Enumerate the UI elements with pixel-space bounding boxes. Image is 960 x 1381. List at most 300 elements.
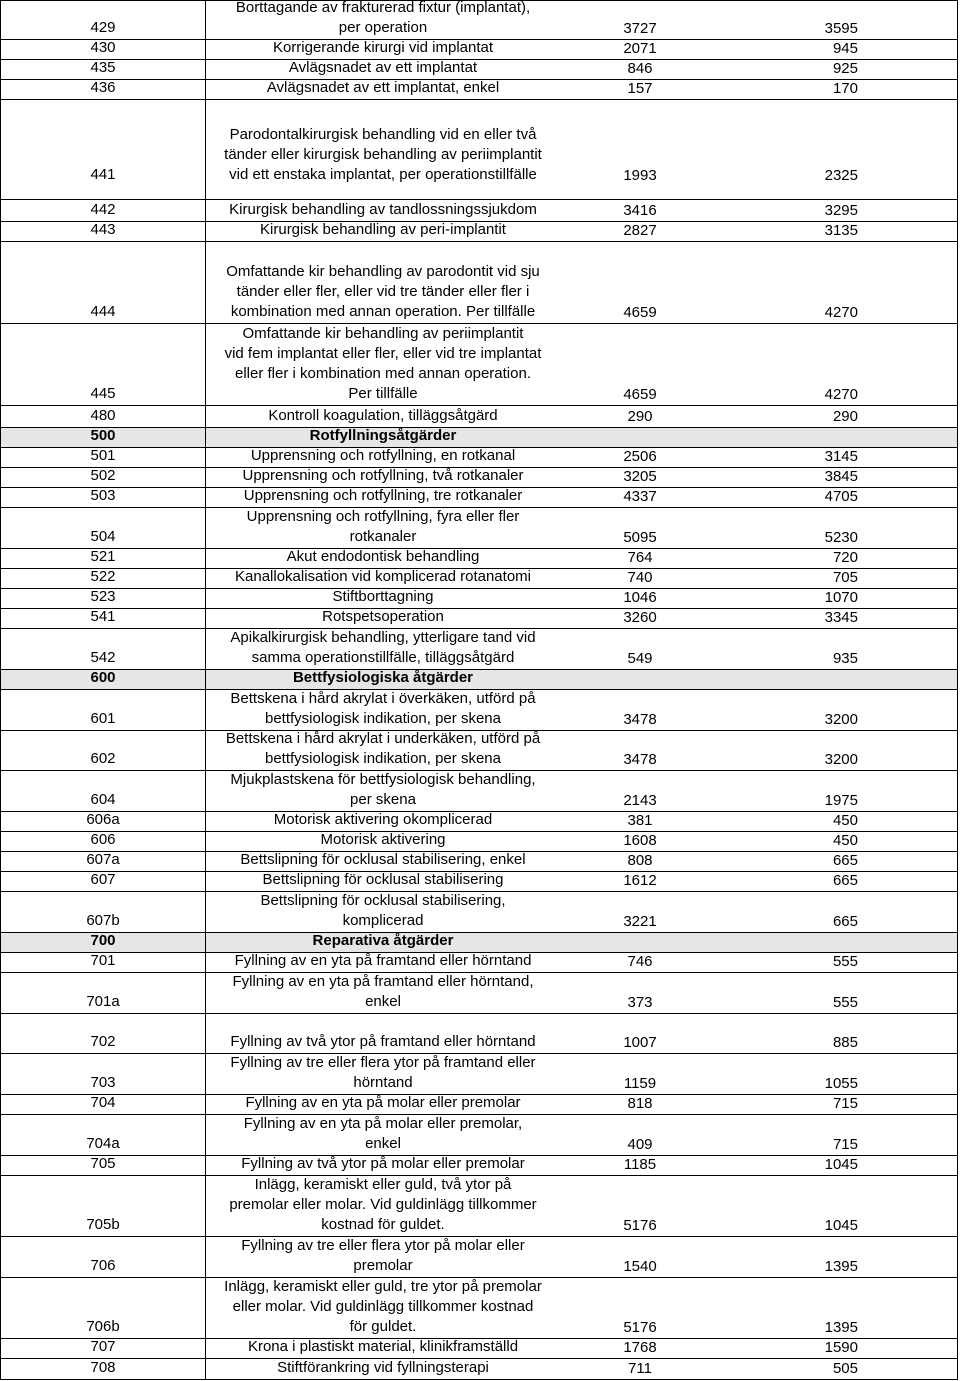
price-value-1-cell-text: 4337: [623, 488, 657, 505]
price-value-1-cell-text: 157: [627, 80, 653, 97]
price-value-2-cell-text: 3135: [824, 222, 858, 239]
price-value-1-cell: [560, 973, 720, 1013]
treatment-code-cell-text: 701a: [86, 993, 120, 1010]
price-value-1-cell-text: 3416: [623, 202, 657, 219]
price-value-2-cell: [720, 406, 958, 427]
treatment-description-cell: [206, 324, 560, 405]
section-header-row: [0, 428, 958, 448]
price-value-1-cell-text: 740: [627, 569, 653, 586]
treatment-description-cell-text: Stiftförankring vid fyllningsterapi: [277, 1359, 489, 1376]
price-value-2-cell-text: 4705: [824, 488, 858, 505]
treatment-description-cell: [206, 933, 560, 952]
treatment-code-cell: [0, 629, 206, 669]
price-value-2-cell-text: 3200: [824, 751, 858, 768]
treatment-description-cell-text: Kontroll koagulation, tilläggsåtgärd: [268, 407, 498, 424]
price-value-2-cell-text: 1055: [824, 1075, 858, 1092]
treatment-description-cell-text: Fyllning av en yta på framtand eller hörntand: [234, 952, 532, 969]
price-value-2-cell-text: 935: [832, 650, 858, 667]
price-value-1-cell: [560, 242, 720, 323]
price-value-2-cell-text: 4270: [824, 386, 858, 403]
treatment-description-cell: [206, 832, 560, 851]
price-value-1-cell: [560, 468, 720, 487]
treatment-description-cell: [206, 428, 560, 447]
treatment-description-cell: [206, 80, 560, 99]
treatment-code-cell-text: 701: [90, 952, 116, 969]
treatment-description-cell-text: Avlägsnadet av ett implantat: [288, 59, 478, 76]
price-value-1-cell: [560, 771, 720, 811]
price-value-1-cell-text: 2506: [623, 448, 657, 465]
treatment-description-cell-text: Motorisk aktivering okomplicerad: [273, 811, 493, 828]
treatment-code-cell-text: 441: [90, 166, 116, 183]
price-value-1-cell: [560, 406, 720, 427]
price-value-1-cell: [560, 690, 720, 730]
treatment-description-cell-text: Omfattande kir behandling av periimplantit vid fem implantat eller fler, eller vid tre implantat eller fler i kombination med annan operation. Per tillfälle: [224, 325, 542, 402]
price-value-2-cell-text: 885: [832, 1034, 858, 1051]
treatment-description-cell: [206, 953, 560, 972]
table-row: [0, 731, 958, 771]
price-value-2-cell-text: 705: [832, 569, 858, 586]
table-row: [0, 953, 958, 973]
treatment-code-cell: [0, 832, 206, 851]
treatment-code-cell-text: 600: [90, 669, 116, 686]
price-value-2-cell: [720, 200, 958, 221]
price-value-2-cell: [720, 1095, 958, 1114]
treatment-description-cell-text: Bettskena i hård akrylat i underkäken, utförd på bettfysiologisk indikation, per skena: [225, 730, 541, 767]
price-value-1-cell: [560, 1014, 720, 1053]
price-value-1-cell: [560, 448, 720, 467]
treatment-description-cell-text: Bettfysiologiska åtgärder: [292, 669, 474, 686]
treatment-description-cell: [206, 670, 560, 689]
treatment-description-cell-text: Borttagande av frakturerad fixtur (implantat), per operation: [235, 0, 531, 36]
treatment-description-cell-text: Upprensning och rotfyllning, två rotkanaler: [242, 467, 524, 484]
treatment-description-cell-text: Reparativa åtgärder: [312, 932, 454, 949]
price-value-2-cell-text: 1045: [824, 1156, 858, 1173]
treatment-description-cell-text: Akut endodontisk behandling: [286, 548, 480, 565]
price-value-2-cell: [720, 508, 958, 548]
price-value-2-cell-text: 1070: [824, 589, 858, 606]
price-value-1-cell: [560, 324, 720, 405]
price-value-1-cell: [560, 812, 720, 831]
price-value-2-cell: [720, 324, 958, 405]
price-value-1-cell: [560, 1095, 720, 1114]
price-value-1-cell-text: 549: [627, 650, 653, 667]
treatment-code-cell: [0, 1278, 206, 1338]
price-value-2-cell: [720, 242, 958, 323]
price-value-2-cell: [720, 771, 958, 811]
table-row: [0, 468, 958, 488]
treatment-code-cell-text: 435: [90, 59, 116, 76]
price-value-1-cell: [560, 1115, 720, 1155]
table-row: [0, 508, 958, 549]
treatment-code-cell-text: 445: [90, 385, 116, 402]
price-value-2-cell-text: 505: [832, 1360, 858, 1377]
table-row: [0, 0, 958, 40]
treatment-code-cell-text: 521: [90, 548, 116, 565]
price-value-1-cell-text: 2071: [623, 40, 657, 57]
treatment-code-cell: [0, 1014, 206, 1053]
price-value-1-cell-text: 2827: [623, 222, 657, 239]
price-value-2-cell-text: 1045: [824, 1217, 858, 1234]
price-value-1-cell-text: 381: [627, 812, 653, 829]
price-value-1-cell-text: 290: [627, 408, 653, 425]
treatment-description-cell-text: Fyllning av tre eller flera ytor på molar eller premolar: [241, 1237, 525, 1274]
table-row: [0, 973, 958, 1014]
price-value-1-cell: [560, 40, 720, 59]
price-value-2-cell: [720, 670, 958, 689]
price-value-2-cell: [720, 1014, 958, 1053]
treatment-code-cell-text: 606: [90, 831, 116, 848]
treatment-code-cell-text: 607a: [86, 851, 120, 868]
price-value-1-cell: [560, 832, 720, 851]
treatment-description-cell: [206, 1156, 560, 1175]
treatment-description-cell: [206, 892, 560, 932]
treatment-description-cell: [206, 629, 560, 669]
price-value-1-cell: [560, 892, 720, 932]
price-value-2-cell-text: 3145: [824, 448, 858, 465]
table-row: [0, 60, 958, 80]
treatment-code-cell-text: 607b: [86, 912, 120, 929]
table-row: [0, 1176, 958, 1237]
price-value-1-cell: [560, 1237, 720, 1277]
treatment-code-cell: [0, 771, 206, 811]
treatment-description-cell: [206, 242, 560, 323]
treatment-code-cell: [0, 100, 206, 199]
price-value-1-cell-text: 4659: [623, 386, 657, 403]
price-value-2-cell: [720, 812, 958, 831]
treatment-description-cell-text: Stiftborttagning: [332, 588, 434, 605]
price-value-2-cell-text: 1975: [824, 792, 858, 809]
price-value-2-cell-text: 450: [832, 832, 858, 849]
treatment-code-cell: [0, 468, 206, 487]
price-value-1-cell-text: 1612: [623, 872, 657, 889]
treatment-code-cell-text: 480: [90, 407, 116, 424]
price-value-2-cell-text: 665: [832, 852, 858, 869]
price-value-1-cell: [560, 1054, 720, 1094]
price-value-2-cell: [720, 629, 958, 669]
price-value-1-cell-text: 746: [627, 953, 653, 970]
price-value-2-cell: [720, 1, 958, 39]
treatment-description-cell: [206, 1014, 560, 1053]
price-value-2-cell: [720, 1054, 958, 1094]
price-value-2-cell-text: 555: [832, 953, 858, 970]
price-value-2-cell: [720, 1339, 958, 1358]
price-value-2-cell: [720, 60, 958, 79]
price-value-1-cell: [560, 200, 720, 221]
price-value-1-cell-text: 1007: [623, 1034, 657, 1051]
price-value-2-cell: [720, 953, 958, 972]
price-value-1-cell-text: 3727: [623, 20, 657, 37]
price-value-2-cell-text: 1395: [824, 1319, 858, 1336]
treatment-description-cell-text: Rotfyllningsåtgärder: [309, 427, 457, 444]
price-value-2-cell-text: 555: [832, 994, 858, 1011]
table-row: [0, 690, 958, 731]
treatment-code-cell: [0, 670, 206, 689]
table-row: [0, 1339, 958, 1359]
treatment-description-cell: [206, 973, 560, 1013]
table-row: [0, 1115, 958, 1156]
price-value-1-cell: [560, 100, 720, 199]
treatment-description-cell-text: Fyllning av tre eller flera ytor på framtand eller hörntand: [230, 1054, 536, 1091]
table-row: [0, 1237, 958, 1278]
treatment-description-cell-text: Fyllning av en yta på molar eller premolar, enkel: [243, 1115, 523, 1152]
table-row: [0, 1014, 958, 1054]
price-value-1-cell: [560, 670, 720, 689]
price-value-1-cell-text: 5176: [623, 1217, 657, 1234]
treatment-description-cell: [206, 468, 560, 487]
treatment-code-cell-text: 501: [90, 447, 116, 464]
treatment-code-cell: [0, 508, 206, 548]
price-value-1-cell: [560, 1, 720, 39]
price-value-2-cell-text: 4270: [824, 304, 858, 321]
table-row: [0, 200, 958, 222]
price-value-2-cell-text: 715: [832, 1095, 858, 1112]
price-value-2-cell: [720, 1115, 958, 1155]
price-value-1-cell-text: 1540: [623, 1258, 657, 1275]
table-row: [0, 488, 958, 508]
treatment-code-cell-text: 522: [90, 568, 116, 585]
treatment-description-cell: [206, 609, 560, 628]
price-value-1-cell: [560, 629, 720, 669]
treatment-description-cell: [206, 508, 560, 548]
price-value-2-cell: [720, 222, 958, 241]
treatment-code-cell-text: 707: [90, 1338, 116, 1355]
treatment-code-cell: [0, 609, 206, 628]
treatment-code-cell: [0, 549, 206, 568]
price-value-1-cell: [560, 731, 720, 770]
treatment-description-cell: [206, 406, 560, 427]
price-value-2-cell-text: 665: [832, 913, 858, 930]
treatment-code-cell: [0, 60, 206, 79]
treatment-description-cell-text: Bettslipning för ocklusal stabilisering, enkel: [240, 851, 526, 868]
treatment-description-cell: [206, 448, 560, 467]
treatment-code-cell: [0, 1095, 206, 1114]
price-value-2-cell-text: 3295: [824, 202, 858, 219]
price-value-1-cell-text: 3478: [623, 711, 657, 728]
price-value-1-cell-text: 2143: [623, 792, 657, 809]
price-value-2-cell: [720, 852, 958, 871]
treatment-code-cell: [0, 1156, 206, 1175]
treatment-code-cell: [0, 973, 206, 1013]
price-value-2-cell: [720, 40, 958, 59]
treatment-code-cell: [0, 324, 206, 405]
price-value-1-cell-text: 1768: [623, 1339, 657, 1356]
price-value-1-cell-text: 5095: [623, 529, 657, 546]
table-row: [0, 1278, 958, 1339]
treatment-description-cell: [206, 589, 560, 608]
price-value-1-cell: [560, 872, 720, 891]
table-row: [0, 1095, 958, 1115]
treatment-code-cell: [0, 933, 206, 952]
price-value-2-cell-text: 665: [832, 872, 858, 889]
price-value-2-cell-text: 715: [832, 1136, 858, 1153]
price-value-1-cell-text: 5176: [623, 1319, 657, 1336]
treatment-code-cell-text: 708: [90, 1359, 116, 1376]
price-value-2-cell-text: 3845: [824, 468, 858, 485]
treatment-description-cell: [206, 1176, 560, 1236]
price-value-2-cell: [720, 100, 958, 199]
price-value-1-cell: [560, 589, 720, 608]
section-header-row: [0, 933, 958, 953]
table-row: [0, 589, 958, 609]
treatment-description-cell: [206, 690, 560, 730]
treatment-code-cell: [0, 200, 206, 221]
treatment-description-cell: [206, 1095, 560, 1114]
treatment-description-cell-text: Krona i plastiskt material, klinikframställd: [247, 1338, 519, 1355]
price-value-1-cell: [560, 1359, 720, 1379]
price-value-1-cell-text: 764: [627, 549, 653, 566]
price-value-2-cell: [720, 569, 958, 588]
treatment-description-cell: [206, 1278, 560, 1338]
treatment-code-cell: [0, 892, 206, 932]
treatment-code-cell: [0, 448, 206, 467]
price-value-1-cell: [560, 569, 720, 588]
treatment-code-cell: [0, 428, 206, 447]
treatment-description-cell: [206, 771, 560, 811]
price-value-2-cell: [720, 690, 958, 730]
table-row: [0, 629, 958, 670]
treatment-description-cell-text: Kirurgisk behandling av peri-implantit: [260, 221, 506, 238]
price-value-2-cell-text: 450: [832, 812, 858, 829]
treatment-code-cell-text: 500: [90, 427, 116, 444]
treatment-description-cell: [206, 1339, 560, 1358]
price-value-2-cell: [720, 448, 958, 467]
treatment-description-cell-text: Avlägsnadet av ett implantat, enkel: [266, 79, 500, 96]
price-value-2-cell: [720, 933, 958, 952]
price-value-2-cell: [720, 1359, 958, 1379]
treatment-description-cell-text: Kanallokalisation vid komplicerad rotanatomi: [235, 568, 531, 585]
price-value-1-cell-text: 3478: [623, 751, 657, 768]
treatment-description-cell-text: Apikalkirurgisk behandling, ytterligare tand vid samma operationstillfälle, tilläggsåtgärd: [230, 629, 536, 666]
table-row: [0, 771, 958, 812]
treatment-code-cell-text: 604: [90, 791, 116, 808]
treatment-code-cell-text: 704a: [86, 1135, 120, 1152]
treatment-code-cell-text: 703: [90, 1074, 116, 1091]
section-header-row: [0, 670, 958, 690]
price-value-2-cell: [720, 549, 958, 568]
treatment-code-cell: [0, 488, 206, 507]
table-row: [0, 892, 958, 933]
price-value-1-cell-text: 808: [627, 852, 653, 869]
treatment-code-cell: [0, 690, 206, 730]
treatment-description-cell-text: Motorisk aktivering: [320, 831, 446, 848]
treatment-description-cell-text: Omfattande kir behandling av parodontit vid sju tänder eller fler, eller vid tre tänder eller fler i kombination med annan operation. Per tillfälle: [226, 263, 540, 320]
price-value-2-cell: [720, 609, 958, 628]
treatment-code-cell-text: 442: [90, 201, 116, 218]
treatment-code-cell-text: 607: [90, 871, 116, 888]
price-value-2-cell-text: 290: [832, 408, 858, 425]
price-value-1-cell: [560, 60, 720, 79]
treatment-code-cell-text: 704: [90, 1094, 116, 1111]
treatment-code-cell-text: 706: [90, 1257, 116, 1274]
treatment-code-cell-text: 601: [90, 710, 116, 727]
price-value-1-cell: [560, 1176, 720, 1236]
treatment-code-cell-text: 700: [90, 932, 116, 949]
table-row: [0, 569, 958, 589]
treatment-code-cell: [0, 953, 206, 972]
treatment-description-cell-text: Inlägg, keramiskt eller guld, tre ytor på premolar eller molar. Vid guldinlägg tillkommer kostnad för guldet.: [224, 1278, 542, 1335]
price-value-2-cell-text: 3345: [824, 609, 858, 626]
price-value-2-cell: [720, 892, 958, 932]
treatment-description-cell-text: Mjukplastskena för bettfysiologisk behandling, per skena: [230, 771, 536, 808]
price-value-2-cell-text: 3595: [824, 20, 858, 37]
treatment-description-cell-text: Upprensning och rotfyllning, fyra eller fler rotkanaler: [246, 508, 520, 545]
treatment-code-cell: [0, 1115, 206, 1155]
treatment-description-cell: [206, 1359, 560, 1379]
table-row: [0, 832, 958, 852]
treatment-code-cell-text: 436: [90, 79, 116, 96]
table-row: [0, 324, 958, 406]
price-value-1-cell-text: 846: [627, 60, 653, 77]
treatment-code-cell-text: 541: [90, 608, 116, 625]
treatment-code-cell-text: 429: [90, 19, 116, 36]
treatment-code-cell-text: 430: [90, 39, 116, 56]
price-value-2-cell: [720, 1156, 958, 1175]
treatment-description-cell-text: Fyllning av två ytor på molar eller premolar: [241, 1155, 525, 1172]
price-value-1-cell-text: 711: [628, 1360, 652, 1377]
treatment-description-cell: [206, 569, 560, 588]
table-row: [0, 852, 958, 872]
price-value-2-cell-text: 945: [832, 40, 858, 57]
treatment-code-cell: [0, 569, 206, 588]
treatment-description-cell: [206, 549, 560, 568]
treatment-description-cell: [206, 812, 560, 831]
treatment-description-cell-text: Bettslipning för ocklusal stabilisering, komplicerad: [260, 892, 506, 929]
treatment-description-cell: [206, 872, 560, 891]
price-value-1-cell: [560, 80, 720, 99]
price-value-1-cell-text: 1159: [623, 1075, 657, 1092]
treatment-code-cell-text: 606a: [86, 811, 120, 828]
table-row: [0, 100, 958, 200]
treatment-code-cell: [0, 812, 206, 831]
treatment-code-cell: [0, 40, 206, 59]
price-value-1-cell: [560, 488, 720, 507]
treatment-code-cell-text: 542: [90, 649, 116, 666]
price-value-2-cell: [720, 80, 958, 99]
treatment-description-cell: [206, 1115, 560, 1155]
table-row: [0, 448, 958, 468]
table-row: [0, 1156, 958, 1176]
treatment-code-cell-text: 444: [90, 303, 116, 320]
price-value-1-cell: [560, 222, 720, 241]
treatment-code-cell-text: 504: [90, 528, 116, 545]
price-value-2-cell: [720, 488, 958, 507]
price-value-1-cell: [560, 428, 720, 447]
price-value-1-cell: [560, 953, 720, 972]
treatment-description-cell-text: Fyllning av en yta på framtand eller hörntand, enkel: [232, 973, 534, 1010]
treatment-code-cell: [0, 1054, 206, 1094]
treatment-code-cell-text: 523: [90, 588, 116, 605]
treatment-description-cell: [206, 200, 560, 221]
table-row: [0, 549, 958, 569]
treatment-code-cell: [0, 589, 206, 608]
treatment-code-cell: [0, 1359, 206, 1379]
price-value-1-cell-text: 409: [627, 1136, 653, 1153]
treatment-description-cell: [206, 100, 560, 199]
treatment-description-cell: [206, 488, 560, 507]
price-value-2-cell-text: 2325: [824, 167, 858, 184]
price-value-2-cell: [720, 973, 958, 1013]
table-row: [0, 406, 958, 428]
treatment-code-cell-text: 705b: [86, 1216, 120, 1233]
price-value-1-cell: [560, 933, 720, 952]
price-value-1-cell: [560, 549, 720, 568]
treatment-code-cell: [0, 242, 206, 323]
treatment-description-cell: [206, 40, 560, 59]
price-value-2-cell: [720, 1278, 958, 1338]
treatment-code-cell: [0, 406, 206, 427]
table-row: [0, 609, 958, 629]
treatment-description-cell-text: Fyllning av en yta på molar eller premolar: [245, 1094, 521, 1111]
